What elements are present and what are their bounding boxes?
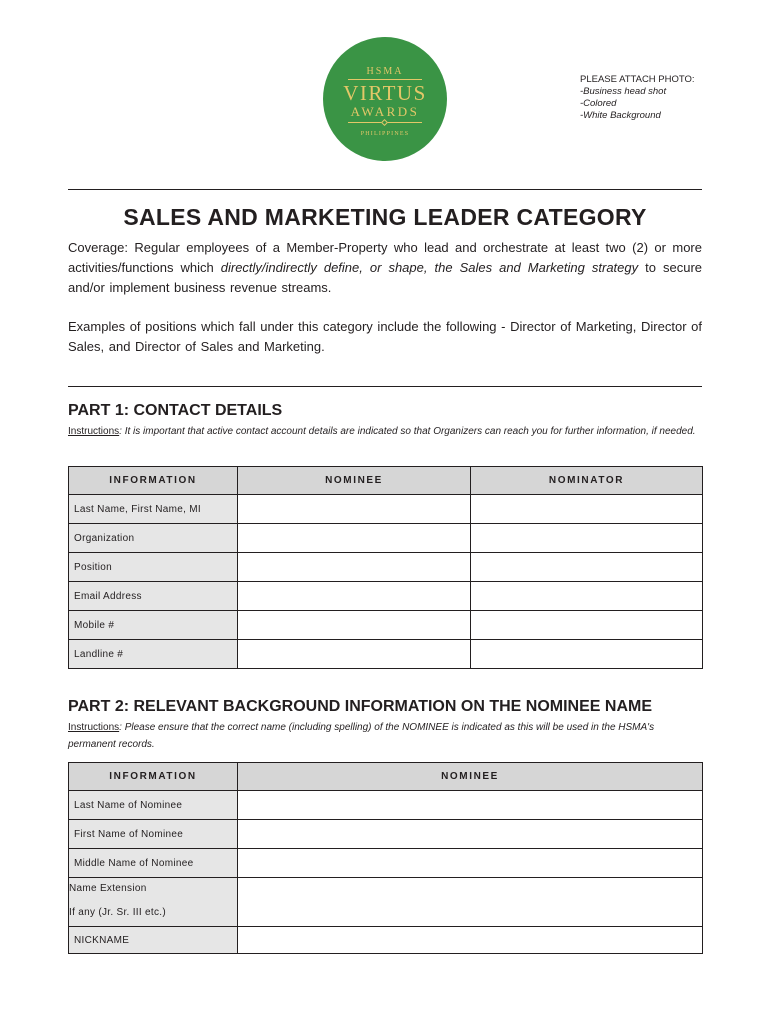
divider-top bbox=[68, 189, 702, 190]
nominee-email-input[interactable] bbox=[238, 591, 470, 602]
name-extension-hint: If any (Jr. Sr. III etc.) bbox=[69, 907, 166, 918]
nominee-email-cell[interactable] bbox=[238, 582, 471, 611]
table-row bbox=[69, 524, 703, 553]
part2-heading: PART 2: RELEVANT BACKGROUND INFORMATION ON THE NOMINEE NAME bbox=[68, 698, 652, 715]
table-row bbox=[69, 878, 703, 927]
logo-rule-diamond bbox=[348, 122, 422, 123]
nickname-input[interactable] bbox=[238, 935, 702, 946]
part1-instructions bbox=[68, 423, 702, 440]
column-header-nominee: NOMINEE bbox=[238, 763, 703, 791]
row-label-landline: Landline # bbox=[69, 640, 238, 669]
nominator-position-cell[interactable] bbox=[471, 553, 703, 582]
table-header-row bbox=[69, 763, 703, 791]
hsma-virtus-awards-logo bbox=[323, 37, 447, 161]
coverage-text-1: Coverage: Regular employees of a Member-Property who lead and orchestrate at least two (2) or more activities/functions which bbox=[68, 240, 702, 275]
name-extension-cell[interactable] bbox=[238, 878, 703, 927]
nominee-organization-input[interactable] bbox=[238, 533, 470, 544]
coverage-paragraph bbox=[68, 238, 702, 298]
nominee-name-cell[interactable] bbox=[238, 495, 471, 524]
nominator-organization-cell[interactable] bbox=[471, 524, 703, 553]
logo-awards-text: AWARDS bbox=[350, 103, 420, 119]
name-extension-input[interactable] bbox=[238, 897, 702, 908]
logo-virtus-text: VIRTUS bbox=[343, 80, 427, 105]
table-row bbox=[69, 582, 703, 611]
row-label-name-extension bbox=[69, 878, 238, 927]
coverage-text-italic: directly/indirectly define, or shape, the Sales and Marketing strategy bbox=[220, 260, 639, 275]
row-label-email: Email Address bbox=[69, 582, 238, 611]
column-header-nominator: NOMINATOR bbox=[471, 467, 703, 495]
column-header-information: INFORMATION bbox=[69, 763, 238, 791]
logo-hsma-text: HSMA bbox=[366, 65, 404, 77]
photo-note-item: -Colored bbox=[580, 98, 617, 109]
nominator-organization-input[interactable] bbox=[471, 533, 702, 544]
nominator-name-cell[interactable] bbox=[471, 495, 703, 524]
divider-middle bbox=[68, 386, 702, 387]
column-header-nominee: NOMINEE bbox=[238, 467, 471, 495]
nominator-mobile-input[interactable] bbox=[471, 620, 702, 631]
nominee-landline-input[interactable] bbox=[238, 649, 470, 660]
nominator-landline-cell[interactable] bbox=[471, 640, 703, 669]
table-header-row bbox=[69, 467, 703, 495]
examples-paragraph: Examples of positions which fall under this category include the following - Director of Marketing, Director of Sales, and Director of Sales and Marketing. bbox=[68, 319, 702, 354]
first-name-cell[interactable] bbox=[238, 820, 703, 849]
table-row bbox=[69, 495, 703, 524]
table-row bbox=[69, 640, 703, 669]
part2-instructions-label: Instructions bbox=[68, 722, 120, 733]
table-row bbox=[69, 820, 703, 849]
nominee-landline-cell[interactable] bbox=[238, 640, 471, 669]
row-label-nickname: NICKNAME bbox=[69, 927, 238, 954]
first-name-input[interactable] bbox=[238, 829, 702, 840]
table-row bbox=[69, 927, 703, 954]
nominator-name-input[interactable] bbox=[471, 504, 702, 515]
row-label-position: Position bbox=[69, 553, 238, 582]
nominee-name-table bbox=[68, 762, 703, 954]
row-label-last-name: Last Name of Nominee bbox=[69, 791, 238, 820]
part2-instructions bbox=[68, 719, 702, 753]
nominator-mobile-cell[interactable] bbox=[471, 611, 703, 640]
photo-note-title: PLEASE ATTACH PHOTO: bbox=[580, 74, 695, 85]
table-row bbox=[69, 849, 703, 878]
nominator-email-input[interactable] bbox=[471, 591, 702, 602]
row-label-organization: Organization bbox=[69, 524, 238, 553]
row-label-mobile: Mobile # bbox=[69, 611, 238, 640]
photo-note-item: -Business head shot bbox=[580, 86, 667, 97]
part1-instructions-text: : It is important that active contact account details are indicated so that Organizers can reach you for further information, if needed. bbox=[119, 426, 696, 437]
part1-instructions-label: Instructions bbox=[68, 426, 120, 437]
page-title: SALES AND MARKETING LEADER CATEGORY bbox=[123, 204, 647, 230]
contact-details-table bbox=[68, 466, 703, 669]
last-name-input[interactable] bbox=[238, 800, 702, 811]
logo-rule bbox=[348, 79, 422, 80]
photo-instructions bbox=[580, 74, 695, 122]
nominator-position-input[interactable] bbox=[471, 562, 702, 573]
nominator-landline-input[interactable] bbox=[471, 649, 702, 660]
coverage-text-2: to secure and/or implement business revenue streams. bbox=[68, 260, 703, 295]
nominee-mobile-cell[interactable] bbox=[238, 611, 471, 640]
middle-name-input[interactable] bbox=[238, 858, 702, 869]
part1-heading: PART 1: CONTACT DETAILS bbox=[68, 402, 283, 419]
name-extension-label: Name Extension bbox=[69, 883, 147, 894]
table-row bbox=[69, 553, 703, 582]
nominator-email-cell[interactable] bbox=[471, 582, 703, 611]
middle-name-cell[interactable] bbox=[238, 849, 703, 878]
table-row bbox=[69, 791, 703, 820]
last-name-cell[interactable] bbox=[238, 791, 703, 820]
row-label-first-name: First Name of Nominee bbox=[69, 820, 238, 849]
nominee-organization-cell[interactable] bbox=[238, 524, 471, 553]
nominee-position-input[interactable] bbox=[238, 562, 470, 573]
part2-instructions-text: : Please ensure that the correct name (including spelling) of the NOMINEE is indicated as this will be used in the HSMA's permanent records. bbox=[68, 722, 655, 750]
nominee-position-cell[interactable] bbox=[238, 553, 471, 582]
nominee-mobile-input[interactable] bbox=[238, 620, 470, 631]
logo-philippines-text: PHILIPPINES bbox=[360, 130, 410, 137]
row-label-name: Last Name, First Name, MI bbox=[69, 495, 238, 524]
column-header-information: INFORMATION bbox=[69, 467, 238, 495]
photo-note-item: -White Background bbox=[580, 110, 661, 121]
row-label-middle-name: Middle Name of Nominee bbox=[69, 849, 238, 878]
nominee-name-input[interactable] bbox=[238, 504, 470, 515]
nickname-cell[interactable] bbox=[238, 927, 703, 954]
table-row bbox=[69, 611, 703, 640]
